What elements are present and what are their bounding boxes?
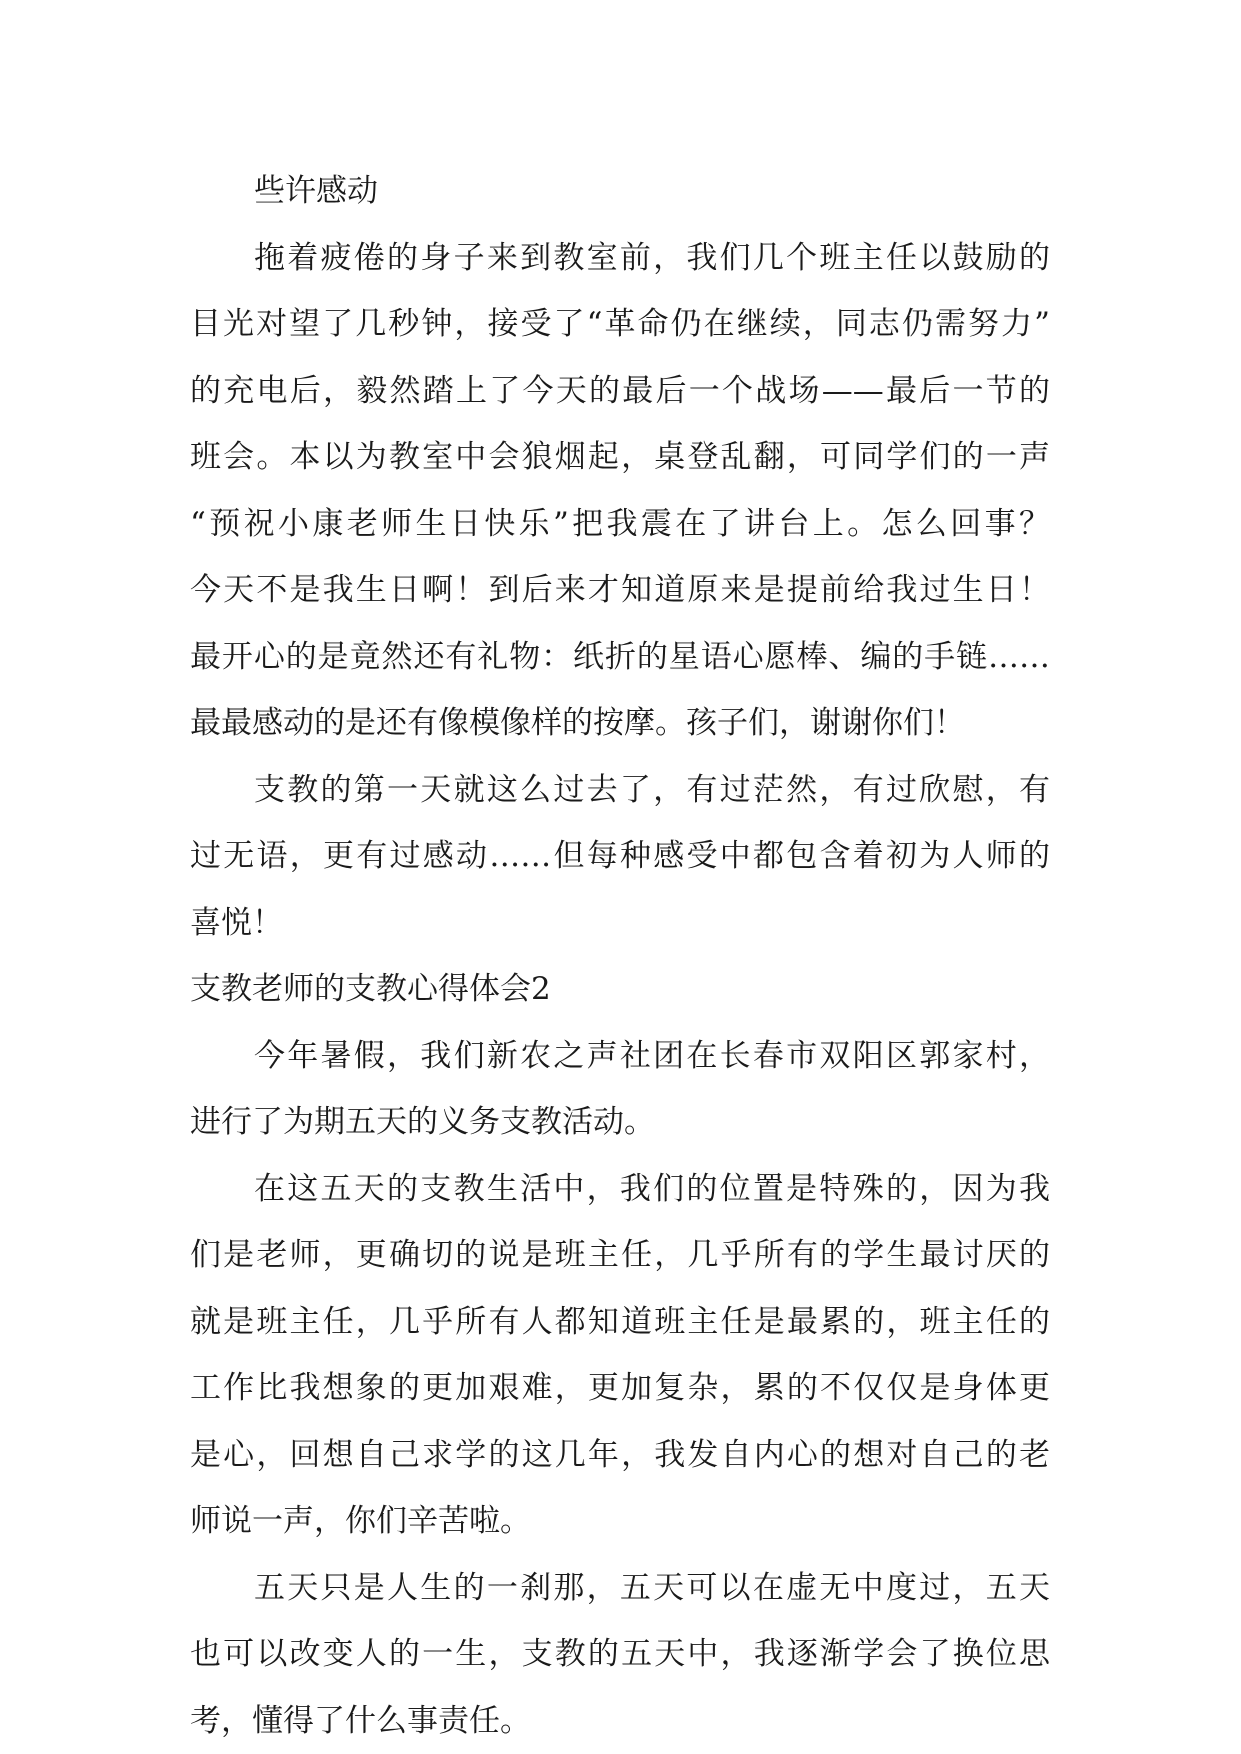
section-heading: 支教老师的支教心得体会2	[190, 971, 551, 1007]
paragraph-line: 就是班主任，几乎所有人都知道班主任是最累的，班主任的	[190, 1303, 1050, 1340]
paragraph-line: 是心，回想自己求学的这几年，我发自内心的想对自己的老	[190, 1436, 1050, 1473]
paragraph-line: 的充电后，毅然踏上了今天的最后一个战场——最后一节的	[190, 372, 1050, 409]
paragraph-line: 在这五天的支教生活中，我们的位置是特殊的，因为我	[254, 1170, 1050, 1207]
paragraph-line: 今年暑假，我们新农之声社团在长春市双阳区郭家村，	[254, 1037, 1050, 1074]
paragraph-line: 五天只是人生的一刹那，五天可以在虚无中度过，五天	[254, 1569, 1050, 1606]
paragraph-line: 师说一声，你们辛苦啦。	[190, 1503, 531, 1539]
paragraph-line: 们是老师，更确切的说是班主任，几乎所有的学生最讨厌的	[190, 1237, 1050, 1273]
paragraph-line: 拖着疲倦的身子来到教室前，我们几个班主任以鼓励的	[254, 239, 1050, 276]
paragraph-line: 考，懂得了什么事责任。	[190, 1702, 531, 1739]
paragraph-line: 支教的第一天就这么过去了，有过茫然，有过欣慰，有	[254, 771, 1050, 808]
paragraph-line: 最最感动的是还有像模像样的按摩。孩子们，谢谢你们！	[190, 705, 965, 741]
paragraph-line: 进行了为期五天的义务支教活动。	[190, 1104, 655, 1140]
paragraph-line: 目光对望了几秒钟，接受了“革命仍在继续，同志仍需努力”	[190, 306, 1050, 342]
paragraph-line: 最开心的是竟然还有礼物：纸折的星语心愿棒、编的手链……	[190, 638, 1050, 675]
paragraph-line: 过无语，更有过感动……但每种感受中都包含着初为人师的	[190, 838, 1050, 874]
paragraph-line: 工作比我想象的更加艰难，更加复杂，累的不仅仅是身体更	[190, 1370, 1050, 1406]
paragraph-line: “预祝小康老师生日快乐”把我震在了讲台上。怎么回事？	[190, 505, 1050, 542]
paragraph-line: 也可以改变人的一生，支教的五天中，我逐渐学会了换位思	[190, 1636, 1050, 1672]
paragraph-line-subtitle: 些许感动	[254, 173, 378, 209]
paragraph-line: 班会。本以为教室中会狼烟起，桌登乱翻，可同学们的一声	[190, 439, 1050, 475]
paragraph-line: 今天不是我生日啊！到后来才知道原来是提前给我过生日！	[190, 572, 1050, 608]
paragraph-line: 喜悦！	[190, 904, 283, 941]
document-body	[190, 158, 1050, 1754]
